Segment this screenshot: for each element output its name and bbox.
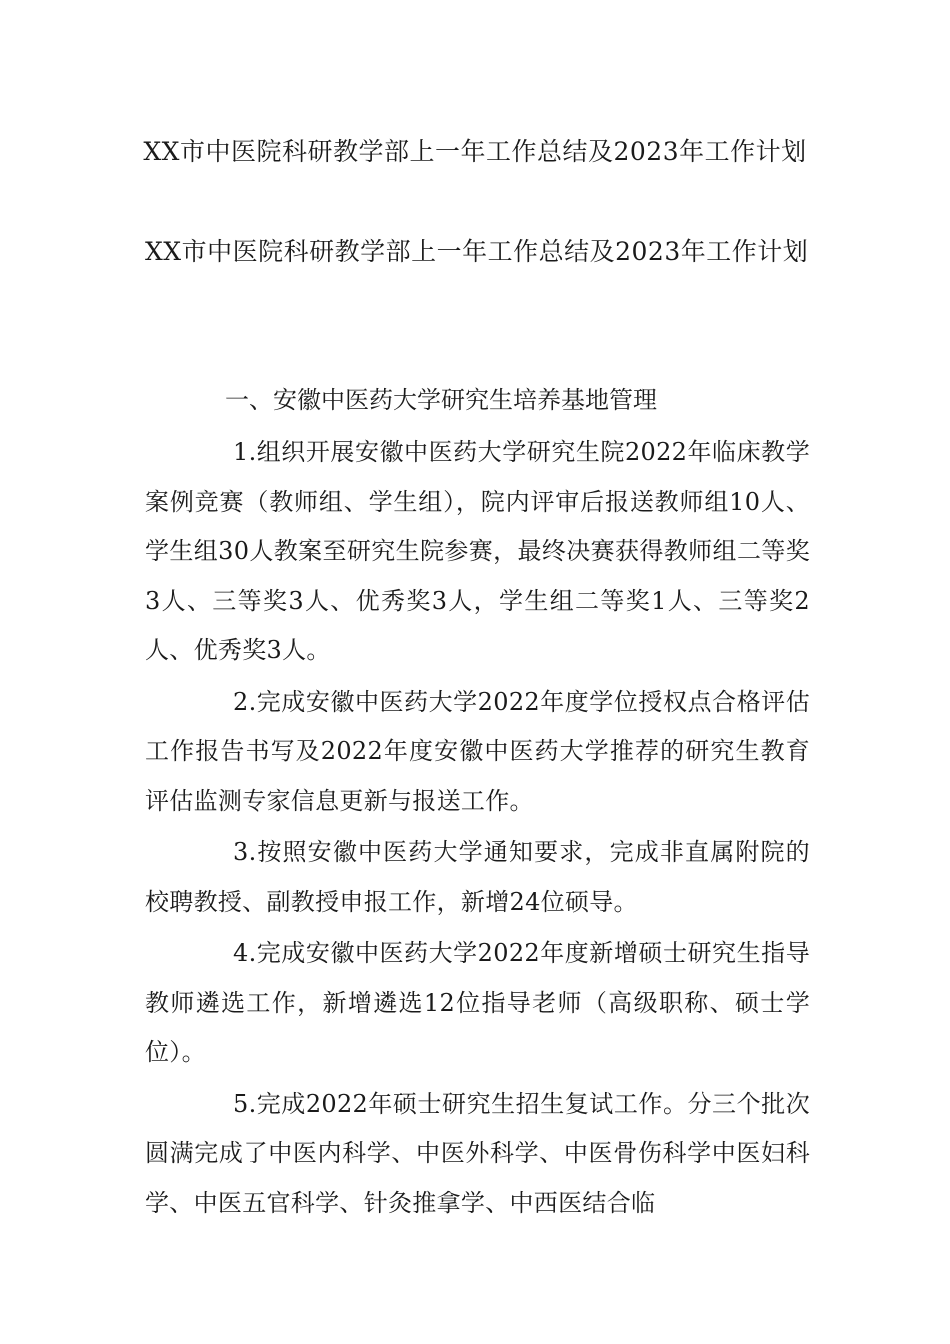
document-body (145, 376, 810, 1230)
paragraph-4: 4.完成安徽中医药大学2022年度新增硕士研究生指导教师遴选工作，新增遴选12位指导老师（高级职称、硕士学位）。 (145, 939, 810, 1066)
paragraph-3: 3.按照安徽中医药大学通知要求，完成非直属附院的校聘教授、副教授申报工作，新增24位硕导。 (145, 838, 810, 916)
document-subtitle: XX市中医院科研教学部上一年工作总结及2023年工作计划 (145, 237, 809, 266)
paragraph-5: 5.完成2022年硕士研究生招生复试工作。分三个批次圆满完成了中医内科学、中医外科学、中医骨伤科学中医妇科学、中医五官科学、针灸推拿学、中西医结合临 (145, 1089, 810, 1217)
section-heading: 一、安徽中医药大学研究生培养基地管理 (225, 386, 657, 414)
document-title: XX市中医院科研教学部上一年工作总结及2023年工作计划 (143, 137, 807, 166)
paragraph-1: 1.组织开展安徽中医药大学研究生院2022年临床教学案例竞赛（教师组、学生组），院内评审后报送教师组10人、学生组30人教案至研究生院参赛，最终决赛获得教师组二等奖3人、三等奖3人、优秀奖3人，学生组二等奖1人、三等奖2人、优秀奖3人。 (145, 438, 810, 664)
paragraph-2: 2.完成安徽中医药大学2022年度学位授权点合格评估工作报告书写及2022年度安徽中医药大学推荐的研究生教育评估监测专家信息更新与报送工作。 (145, 687, 810, 815)
